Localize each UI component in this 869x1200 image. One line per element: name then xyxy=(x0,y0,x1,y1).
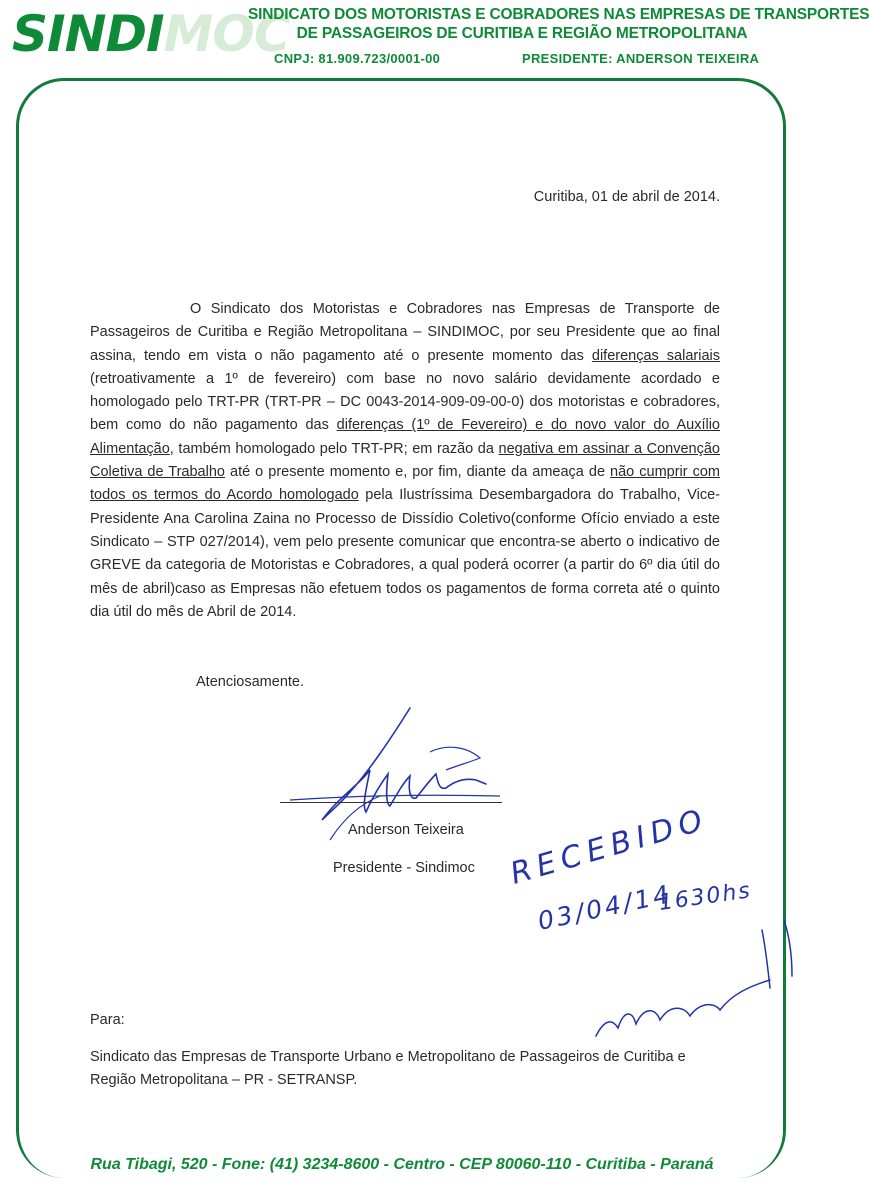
underlined-agreement-threat: não cumprir com todos os termos do Acordo homologado xyxy=(90,464,721,504)
logo-part-2: MOC xyxy=(163,5,290,63)
body-segment: , também homologado pelo TRT-PR; em razão da xyxy=(169,440,499,457)
underlined-meal-allowance: diferenças (1º de Fevereiro) e do novo valor do Auxílio Alimentação xyxy=(90,417,720,457)
union-name-line-2: DE PASSAGEIROS DE CURITIBA E REGIÃO METROPOLITANA xyxy=(296,25,748,42)
president-header: PRESIDENTE: ANDERSON TEIXEIRA xyxy=(522,51,760,66)
to-label: Para: xyxy=(90,1012,125,1028)
stamp-time: 1630hs xyxy=(657,878,754,916)
logo-part-1: SINDI xyxy=(12,5,164,63)
recipient: Sindicato das Empresas de Transporte Urbano e Metropolitano de Passageiros de Curitiba e Região Metropolitana – PR - SETRANSP. xyxy=(90,1049,686,1088)
underlined-salary-differences: diferenças salariais xyxy=(591,347,720,364)
letter-date: Curitiba, 01 de abril de 2014. xyxy=(533,189,720,205)
body-segment: O Sindicato dos Motoristas e Cobradores nas Empresas de Transporte de Passageiros de Curitiba e Região Metropolitana – SINDIMOC, por seu Presidente que ao final assina, tendo em vista o não pagamento até o presente momento das xyxy=(90,301,720,364)
cnpj: CNPJ: 81.909.723/0001-00 xyxy=(274,51,441,66)
stamp-date: 03/04/14 xyxy=(535,879,675,936)
footer-address: Rua Tibagi, 520 - Fone: (41) 3234-8600 - Centro - CEP 80060-110 - Curitiba - Paraná xyxy=(90,1156,714,1173)
signature-line xyxy=(280,802,502,803)
body-segment: (retroativamente a 1º de fevereiro) com base no novo salário devidamente acordado e homologado pelo TRT-PR (TRT-PR – DC 0043-2014-909-09-00-0) dos motoristas e cobradores, bem como do não pagamento das xyxy=(90,370,720,434)
union-name-line-1: SINDICATO DOS MOTORISTAS E COBRADORES NAS EMPRESAS DE TRANSPORTES xyxy=(248,6,869,23)
stamp-received: RECEBIDO xyxy=(506,801,713,892)
signatory-role: Presidente - Sindimoc xyxy=(333,860,475,876)
stamp-initials xyxy=(596,920,792,1036)
closing: Atenciosamente. xyxy=(196,674,305,690)
received-stamp xyxy=(500,780,804,1050)
body-segment: até o presente momento e, por fim, diante da ameaça de xyxy=(224,464,611,481)
sindimoc-logo xyxy=(12,5,290,63)
letter-body xyxy=(90,298,720,624)
body-segment: pela Ilustríssima Desembargadora do Trabalho, Vice-Presidente Ana Carolina Zaina no Processo de Dissídio Coletivo(conforme Ofício enviado a este Sindicato – STP 027/2014), vem pelo presente comunicar que encontra-se aberto o indicativo de GREVE da categoria de Motoristas e Cobradores, a qual poderá ocorrer (a partir do 6º dia útil do mês de abril)caso as Empresas não efetuem todos os pagamentos de forma correta até o quinto dia útil do mês de Abril de 2014. xyxy=(90,487,721,620)
letterhead xyxy=(0,0,869,80)
signatory-name: Anderson Teixeira xyxy=(348,822,464,838)
underlined-convention-refusal: negativa em assinar a Convenção Coletiva de Trabalho xyxy=(90,440,720,481)
